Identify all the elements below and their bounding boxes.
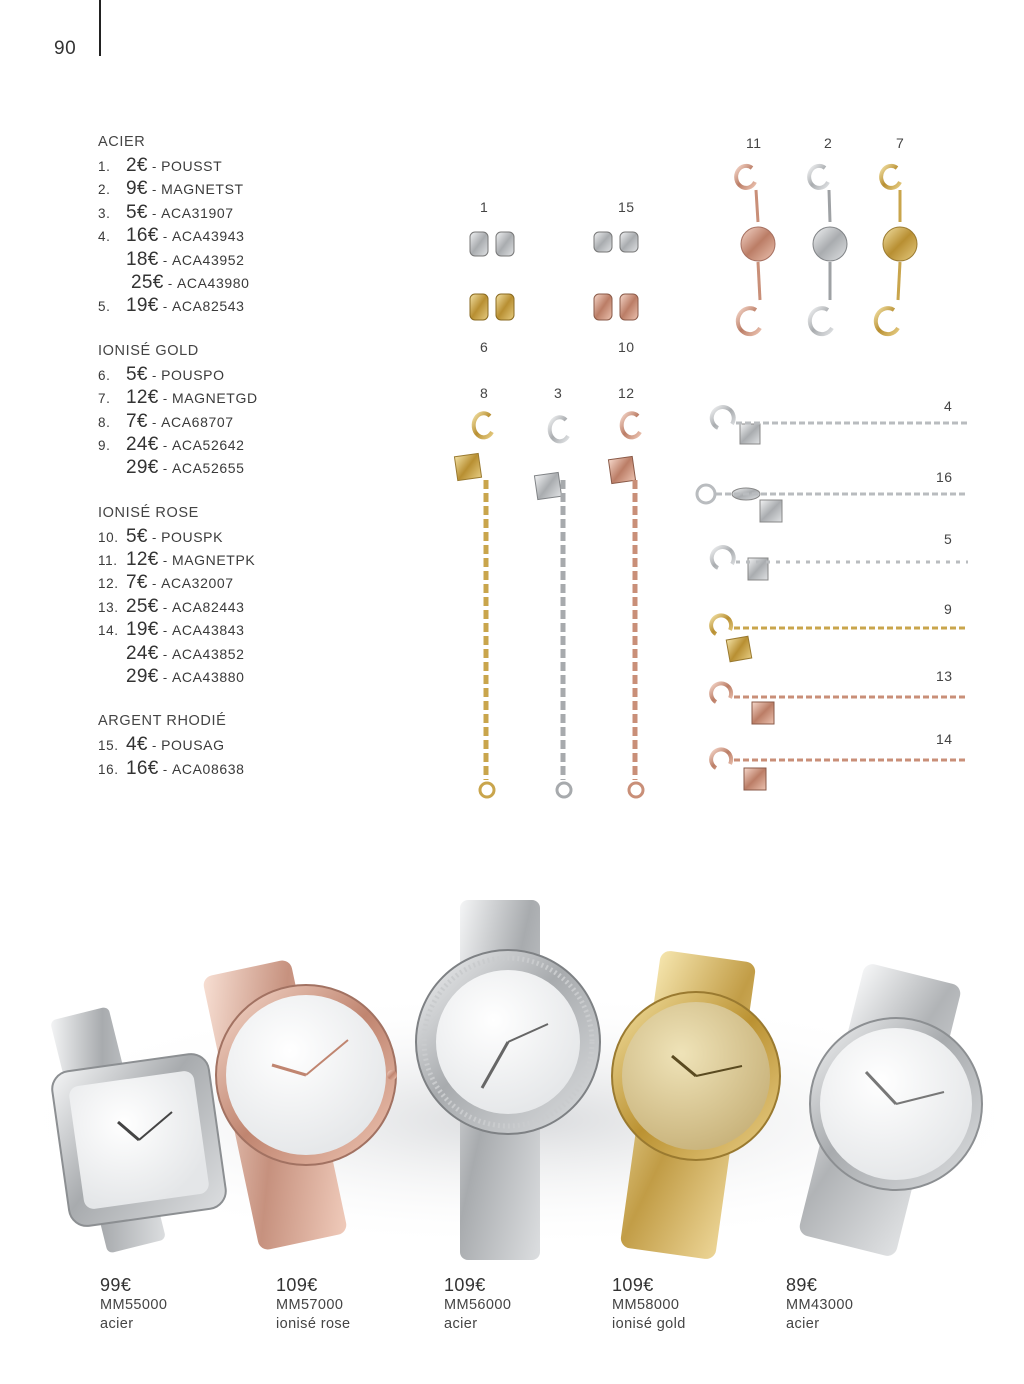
item-ref: ACA82443 xyxy=(171,598,245,615)
item-price: 12€ xyxy=(126,549,159,571)
label-4: 4 xyxy=(944,398,953,414)
item-number: 1. xyxy=(98,159,111,174)
item-number: 5. xyxy=(98,299,111,315)
item-ref: ACA43880 xyxy=(171,669,245,686)
item-price: 12€ xyxy=(126,387,159,409)
item-price: 5€ xyxy=(126,201,148,223)
item-price: 24€ xyxy=(126,642,159,664)
price-group-acier xyxy=(98,131,398,318)
watch-ref: MM56000 xyxy=(444,1297,512,1313)
watch-finish: ionisé gold xyxy=(612,1316,686,1332)
item-ref: POUSST xyxy=(161,158,223,174)
extender-chain-silver xyxy=(534,417,571,797)
item-number: 6. xyxy=(98,367,111,383)
price-row: 4. 16€ - ACA43943 xyxy=(98,224,398,247)
price-row: 24€ - ACA43852 xyxy=(126,642,245,664)
watch-label-2 xyxy=(276,1274,351,1334)
price-row: 29€ - ACA52655 xyxy=(126,457,245,479)
item-price: 7€ xyxy=(126,572,148,594)
item-number: 11. xyxy=(98,553,118,569)
label-13: 13 xyxy=(936,668,953,684)
price-row: 25€ - ACA43980 xyxy=(131,271,250,293)
item-price: 5€ xyxy=(126,525,148,547)
item-price: 4€ xyxy=(126,734,148,756)
item-ref: ACA32007 xyxy=(161,575,234,592)
price-group-argent-rhodie xyxy=(98,710,398,780)
item-ref: POUSPK xyxy=(161,528,224,545)
item-price: 2€ xyxy=(126,155,148,176)
item-number: 3. xyxy=(98,205,111,221)
watch-price: 109€ xyxy=(276,1275,318,1295)
item-number: 14. xyxy=(98,623,119,639)
item-number: 16. xyxy=(98,761,119,777)
item-ref: ACA52642 xyxy=(171,436,245,453)
price-row: 11. 12€ - MAGNETPK xyxy=(98,548,398,571)
extender-chain-rose xyxy=(608,413,643,797)
price-group-ionise-gold xyxy=(98,340,398,480)
watch-finish: ionisé rose xyxy=(276,1316,351,1332)
watch-price: 89€ xyxy=(786,1275,818,1295)
label-2: 2 xyxy=(824,135,833,151)
item-price: 24€ xyxy=(126,433,159,455)
watch-price: 99€ xyxy=(100,1275,132,1295)
label-15: 15 xyxy=(618,199,635,215)
price-row: 3. 5€ - ACA31907 xyxy=(98,201,398,224)
item-number: 4. xyxy=(98,229,111,245)
item-ref: MAGNETPK xyxy=(171,552,256,569)
item-price: 19€ xyxy=(126,619,159,641)
item-price: 25€ xyxy=(131,271,164,293)
horizontal-chain-16 xyxy=(697,485,968,522)
item-number: 12. xyxy=(98,576,119,592)
price-row: 7. 12€ - MAGNETGD xyxy=(98,386,398,409)
item-price: 18€ xyxy=(126,248,159,270)
price-list xyxy=(98,131,398,802)
price-row: 15. 4€ - POUSAG xyxy=(98,733,398,756)
item-ref: ACA43952 xyxy=(171,251,245,268)
watch-label-5 xyxy=(786,1274,853,1334)
label-7: 7 xyxy=(896,135,905,151)
label-8: 8 xyxy=(480,385,489,401)
watch-price: 109€ xyxy=(612,1275,654,1295)
watch-price: 109€ xyxy=(444,1275,486,1295)
earring-backs-silver xyxy=(470,232,638,256)
watch-finish: acier xyxy=(100,1316,134,1332)
price-row: 14. 19€ - ACA43843 xyxy=(98,618,398,641)
label-6: 6 xyxy=(480,339,489,355)
watch-ref: MM58000 xyxy=(612,1297,680,1313)
item-price: 7€ xyxy=(126,410,148,432)
label-5: 5 xyxy=(944,531,953,547)
group-title: ARGENT RHODIÉ xyxy=(98,713,227,730)
watch-ref: MM55000 xyxy=(100,1297,168,1313)
item-number: 9. xyxy=(98,437,111,453)
watch-finish: acier xyxy=(444,1316,478,1332)
page-rule xyxy=(99,0,101,56)
magnetic-clasp-gold xyxy=(876,166,917,334)
item-number: 10. xyxy=(98,529,119,545)
horizontal-chain-14 xyxy=(711,749,968,790)
extender-chain-gold xyxy=(454,413,494,797)
price-group-ionise-rose xyxy=(98,502,398,689)
price-row: 16. 16€ - ACA08638 xyxy=(98,757,398,780)
price-row: 10. 5€ - POUSPK xyxy=(98,525,398,548)
item-price: 29€ xyxy=(126,457,159,479)
item-ref: ACA43943 xyxy=(171,228,245,245)
earring-backs-gold-rose xyxy=(470,294,638,320)
item-price: 5€ xyxy=(126,363,148,385)
magnetic-clasp-rose xyxy=(736,166,775,334)
item-ref: ACA43852 xyxy=(171,645,245,662)
item-ref: ACA68707 xyxy=(161,413,234,430)
item-price: 25€ xyxy=(126,595,159,617)
item-number: 7. xyxy=(98,391,111,407)
price-row: 18€ - ACA43952 xyxy=(126,248,245,270)
item-price: 29€ xyxy=(126,666,159,688)
item-number: 15. xyxy=(98,738,119,754)
item-ref: MAGNETGD xyxy=(171,390,258,407)
item-price: 19€ xyxy=(126,295,159,317)
price-row: 1. 2€ - POUSST xyxy=(98,154,398,177)
price-row: 6. 5€ - POUSPO xyxy=(98,363,398,386)
item-ref: MAGNETST xyxy=(161,181,244,198)
label-9: 9 xyxy=(944,601,953,617)
item-ref: POUSAG xyxy=(161,737,225,754)
item-number: 2. xyxy=(98,182,111,198)
item-ref: ACA52655 xyxy=(171,460,245,477)
item-ref: ACA08638 xyxy=(171,760,245,777)
label-14: 14 xyxy=(936,731,953,747)
magnetic-clasp-silver xyxy=(809,166,847,334)
price-row: 8. 7€ - ACA68707 xyxy=(98,410,398,433)
item-ref: ACA43843 xyxy=(171,622,245,639)
horizontal-chain-13 xyxy=(711,683,968,724)
jewelry-photo xyxy=(440,140,980,810)
price-row: 9. 24€ - ACA52642 xyxy=(98,433,398,456)
label-3: 3 xyxy=(554,385,563,401)
watch-label-3 xyxy=(444,1274,511,1334)
item-price: 9€ xyxy=(126,178,148,200)
page-number: 90 xyxy=(54,38,77,59)
label-11: 11 xyxy=(746,135,762,151)
item-ref: ACA31907 xyxy=(161,204,234,221)
item-price: 16€ xyxy=(126,225,159,247)
price-row: 29€ - ACA43880 xyxy=(126,666,245,688)
item-ref: ACA82543 xyxy=(171,298,245,315)
watch-label-1 xyxy=(100,1274,167,1334)
price-row: 13. 25€ - ACA82443 xyxy=(98,595,398,618)
label-10: 10 xyxy=(618,339,635,355)
watch-mm43000 xyxy=(798,962,982,1258)
watch-label-4 xyxy=(612,1274,686,1334)
label-1: 1 xyxy=(480,199,489,215)
watches-photo xyxy=(0,860,1024,1280)
item-ref: POUSPO xyxy=(161,366,225,383)
watch-finish: acier xyxy=(786,1316,820,1332)
group-title: IONISÉ ROSE xyxy=(98,504,199,521)
label-12: 12 xyxy=(618,385,635,401)
item-price: 16€ xyxy=(126,757,159,779)
group-title: ACIER xyxy=(98,134,146,150)
price-row: 2. 9€ - MAGNETST xyxy=(98,177,398,200)
horizontal-chain-4 xyxy=(712,407,968,444)
price-row: 5. 19€ - ACA82543 xyxy=(98,294,398,317)
watch-ref: MM57000 xyxy=(276,1297,344,1313)
price-row: 12. 7€ - ACA32007 xyxy=(98,571,398,594)
item-number: 13. xyxy=(98,599,119,615)
item-ref: ACA43980 xyxy=(176,274,250,291)
group-title: IONISÉ GOLD xyxy=(98,342,199,359)
label-16: 16 xyxy=(936,469,953,485)
item-number: 8. xyxy=(98,414,111,430)
watch-ref: MM43000 xyxy=(786,1297,854,1313)
horizontal-chain-5 xyxy=(712,547,968,580)
horizontal-chain-9 xyxy=(711,615,968,661)
